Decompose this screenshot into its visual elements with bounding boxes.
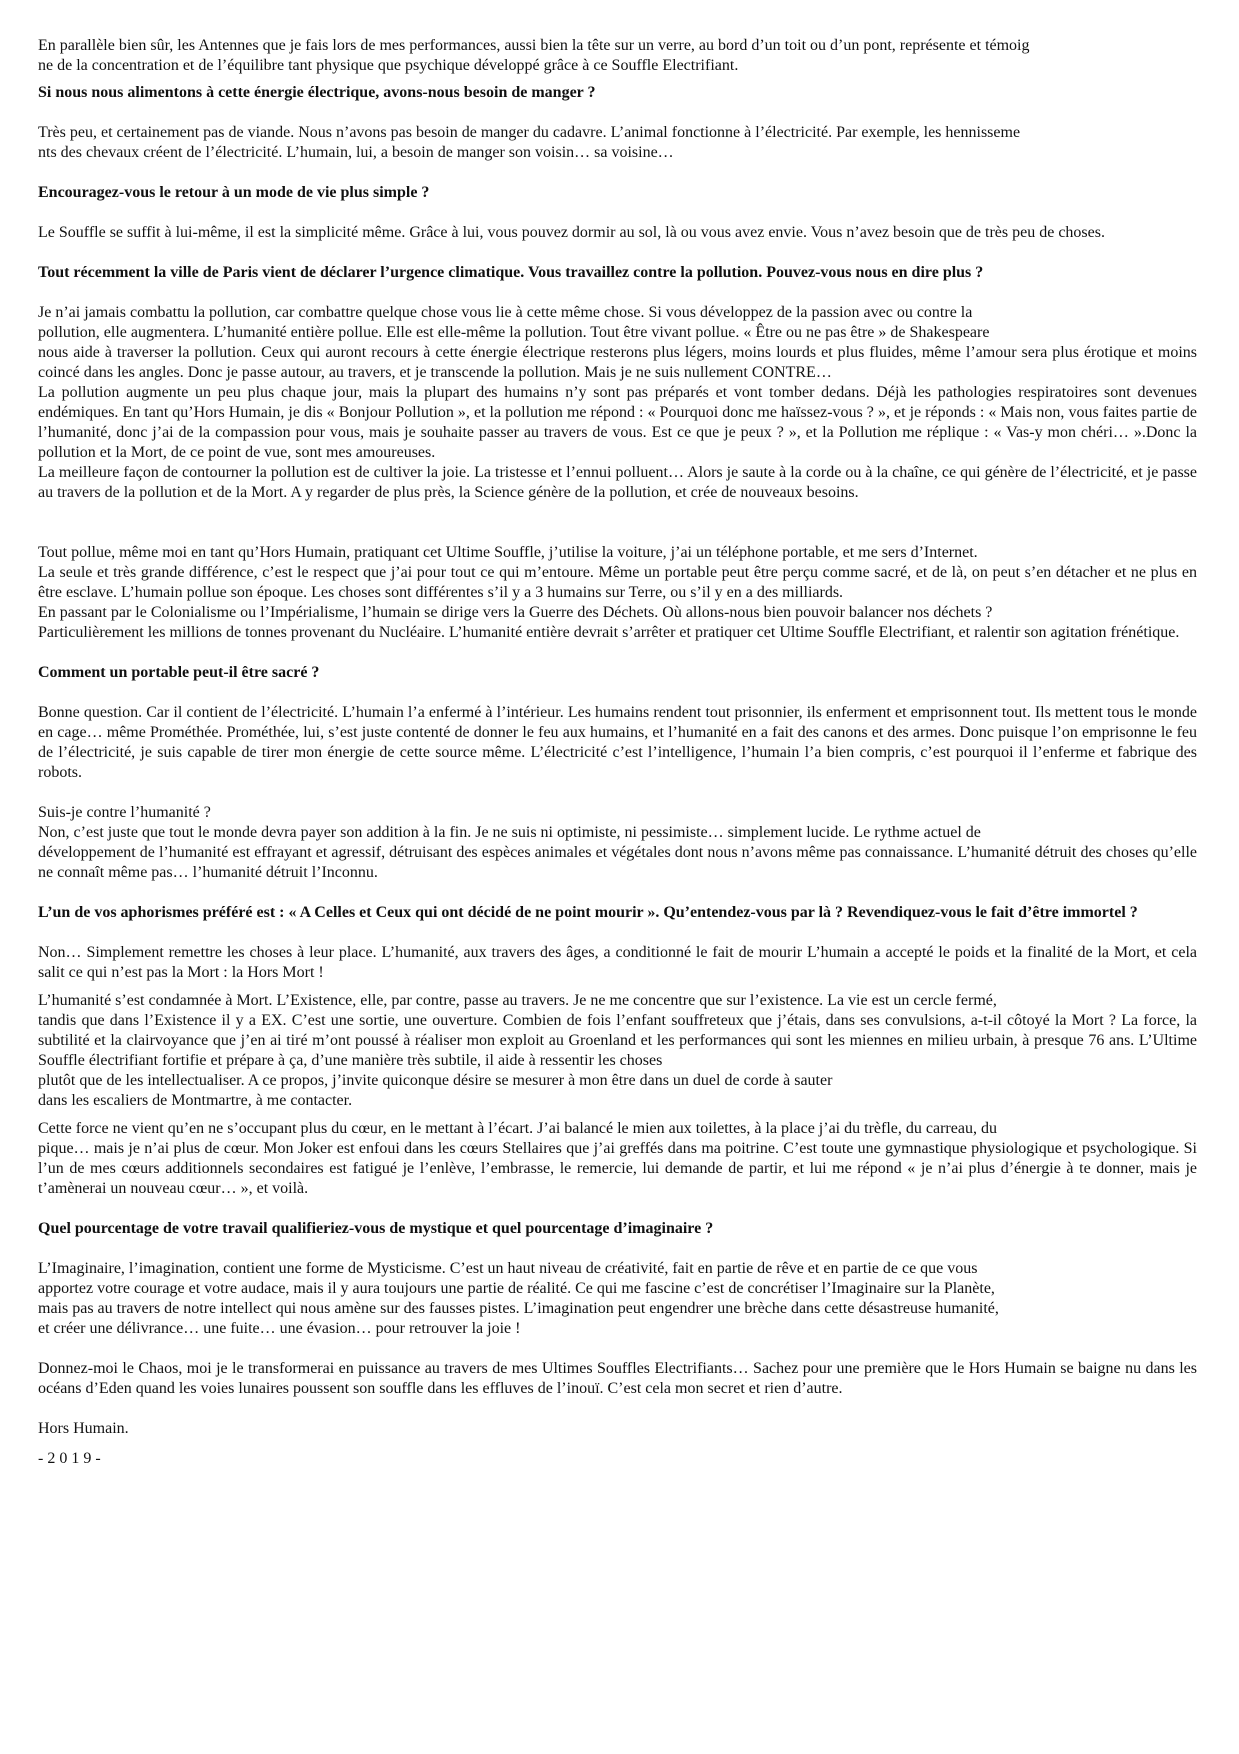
paragraph-contre-humanite: Suis-je contre l’humanité ? Non, c’est juste que tout le monde devra payer son addition à la fin. Je ne suis ni optimiste, ni pessimiste… simplement lucide. Le rythme actuel de développement de l’humanité est effrayant et agressif, détruisant des espèces animales et végétales dont nous n’avons même pas connaissance. L’humanité détruit des choses qu’elle ne connaît même pas… l’humanité détruit l’Inconnu. <box>38 804 1197 881</box>
paragraph-existence: L’humanité s’est condamnée à Mort. L’Existence, elle, par contre, passe au travers. Je ne me concentre que sur l’existence. La vie est un cercle fermé, tandis que dans l’Existence il y a EX. C’est une sortie, une ouverture. Combien de fois l’enfant souffreteux que j’étais, dans ses convulsions, a-t-il côtoyé la Mort ? La force, la subtilité et la clairvoyance que j’en ai tiré m’ont poussé à réaliser mon exploit au Groenland et les performances qui sont les miennes en milieu urbain, à presque 76 ans. L’Ultime Souffle électrifiant fortifie et prépare à ça, d’une manière très subtile, il aide à ressentir les choses plutôt que de les intellectualiser. A ce propos, j’invite quiconque désire se mesurer à mon être dans un duel de corde à sauter dans les escaliers de Montmartre, à me contacter. <box>38 992 1197 1109</box>
question-alimentation: Si nous nous alimentons à cette énergie électrique, avons-nous besoin de manger ? <box>38 84 596 101</box>
answer-aphorisme: Non… Simplement remettre les choses à leur place. L’humanité, aux travers des âges, a conditionné le fait de mourir L’humain a accepté le poids et la finalité de la Mort, et cela salit ce qui n’est pas la Mort : la Hors Mort ! <box>38 944 1197 981</box>
answer-alimentation: Très peu, et certainement pas de viande. Nous n’avons pas besoin de manger du cadavre. L’animal fonctionne à l’électricité. Par exemple, les hennisseme nts des chevaux créent de l’électricité. L’humain, lui, a besoin de manger son voisin… sa voisine… <box>38 124 1021 161</box>
paragraph-tout-pollue: Tout pollue, même moi en tant qu’Hors Humain, pratiquant cet Ultime Souffle, j’utilise la voiture, j’ai un téléphone portable, et me sers d’Internet. La seule et très grande différence, c’est le respect que j’ai pour tout ce qui m’entoure. Même un portable peut être perçu comme sacré, et de là, on peut s’en détacher et ne plus en être esclave. L’humain pollue son époque. Les choses sont différentes s’il y a 3 humains sur Terre, ou s’il y en a des milliards. En passant par le Colonialisme ou l’Impérialisme, l’humain se dirige vers la Guerre des Déchets. Où allons-nous bien pouvoir balancer nos déchets ? Particulièrement les millions de tonnes provenant du Nucléaire. L’humanité entière devrait s’arrêter et pratiquer cet Ultime Souffle Electrifiant, et ralentir son agitation frénétique. <box>38 544 1197 641</box>
paragraph-antennes: En parallèle bien sûr, les Antennes que je fais lors de mes performances, aussi bien la tête sur un verre, au bord d’un toit ou d’un pont, représente et témoig ne de la concentration et de l’équilibre tant physique que psychique développé grâce à ce Souffle Electrifiant. <box>38 37 1030 74</box>
answer-mystique: L’Imaginaire, l’imagination, contient une forme de Mysticisme. C’est un haut niveau de créativité, fait en partie de rêve et en partie de ce que vous apportez votre courage et votre audace, mais il y aura toujours une partie de réalité. Ce qui me fascine c’est de concrétiser l’Imaginaire sur la Planète, mais pas au travers de notre intellect qui nous amène sur des fausses pistes. L’imagination peut engendrer une brèche dans cette désastreuse humanité, et créer une délivrance… une fuite… une évasion… pour retrouver la joie ! <box>38 1260 999 1337</box>
question-pollution: Tout récemment la ville de Paris vient de déclarer l’urgence climatique. Vous travaillez contre la pollution. Pouvez-vous nous en dire plus ? <box>38 264 984 281</box>
answer-mode-de-vie: Le Souffle se suffit à lui-même, il est la simplicité même. Grâce à lui, vous pouvez dormir au sol, là ou vous avez envie. Vous n’avez besoin que de très peu de choses. <box>38 224 1105 241</box>
year-footer: - 2 0 1 9 - <box>38 1450 101 1467</box>
question-mystique: Quel pourcentage de votre travail qualifieriez-vous de mystique et quel pourcentage d’imaginaire ? <box>38 1220 714 1237</box>
answer-portable-sacre: Bonne question. Car il contient de l’électricité. L’humain l’a enfermé à l’intérieur. Les humains rendent tout prisonnier, ils enferment et emprisonnent tout. Ils mettent tous le monde en cage… même Prométhée. Prométhée, lui, s’est juste contenté de donner le feu aux humains, et l’humanité en a fait des canons et des armes. Donc puisque l’on emprisonne le feu de l’électricité, je suis capable de tirer mon énergie de cette source même. L’électricité c’est l’intelligence, l’humain l’a bien compris, c’est pourquoi il l’enferme et fabrique des robots. <box>38 704 1197 781</box>
paragraph-chaos: Donnez-moi le Chaos, moi je le transformerai en puissance au travers de mes Ultimes Souffles Electrifiants… Sachez pour une première que le Hors Humain se baigne nu dans les océans d’Eden quand les voies lunaires poussent son souffle dans les effluves de l’inouï. C’est cela mon secret et rien d’autre. <box>38 1360 1197 1397</box>
question-aphorisme: L’un de vos aphorismes préféré est : « A Celles et Ceux qui ont décidé de ne point mourir ». Qu’entendez-vous par là ? Revendiquez-vous le fait d’être immortel ? <box>38 904 1138 921</box>
question-mode-de-vie: Encouragez-vous le retour à un mode de vie plus simple ? <box>38 184 430 201</box>
question-portable-sacre: Comment un portable peut-il être sacré ? <box>38 664 320 681</box>
answer-pollution: Je n’ai jamais combattu la pollution, car combattre quelque chose vous lie à cette même chose. Si vous développez de la passion avec ou contre la pollution, elle augmentera. L’humanité entière pollue. Elle est elle-même la pollution. Tout être vivant pollue. « Être ou ne pas être » de Shakespeare nous aide à traverser la pollution. Ceux qui auront recours à cette énergie électrique resterons plus légers, moins lourds et plus fluides, même l’amour sera plus érotique et moins coincé dans les angles. Donc je passe autour, au travers, et je transcende la pollution. Mais je ne suis nullement CONTRE… La pollution augmente un peu plus chaque jour, mais la plupart des humains n’y sont pas préparés et vont tomber dedans. Déjà les pathologies respiratoires sont devenues endémiques. En tant qu’Hors Humain, je dis « Bonjour Pollution », et la pollution me répond : « Pourquoi donc me haïssez-vous ? », et je réponds : « Mais non, vous faites partie de l’humanité, donc j’ai de la compassion pour vous, mais je souhaite passer au travers de vous. Est ce que je peux ? », et la Pollution me réplique : « Vas-y mon chéri… ».Donc la pollution et la Mort, de ce point de vue, sont mes amoureuses. La meilleure façon de contourner la pollution est de cultiver la joie. La tristesse et l’ennui polluent… Alors je saute à la corde ou à la chaîne, ce qui génère de l’électricité, et je passe au travers de la pollution et de la Mort. A y regarder de plus près, la Science génère de la pollution, et crée de nouveaux besoins. <box>38 304 1197 501</box>
signature: Hors Humain. <box>38 1420 129 1437</box>
paragraph-coeur: Cette force ne vient qu’en ne s’occupant plus du cœur, en le mettant à l’écart. J’ai balancé le mien aux toilettes, à la place j’ai du trèfle, du carreau, du pique… mais je n’ai plus de cœur. Mon Joker est enfoui dans les cœurs Stellaires que j’ai greffés dans ma poitrine. C’est toute une gymnastique physiologique et psychologique. Si l’un de mes cœurs additionnels secondaires est fatigué je l’enlève, l’embrasse, le remercie, lui demande de partir, et lui me répond « je n’ai plus d’énergie à te donner, mais je t’amènerai un nouveau cœur… », et voilà. <box>38 1120 1197 1197</box>
